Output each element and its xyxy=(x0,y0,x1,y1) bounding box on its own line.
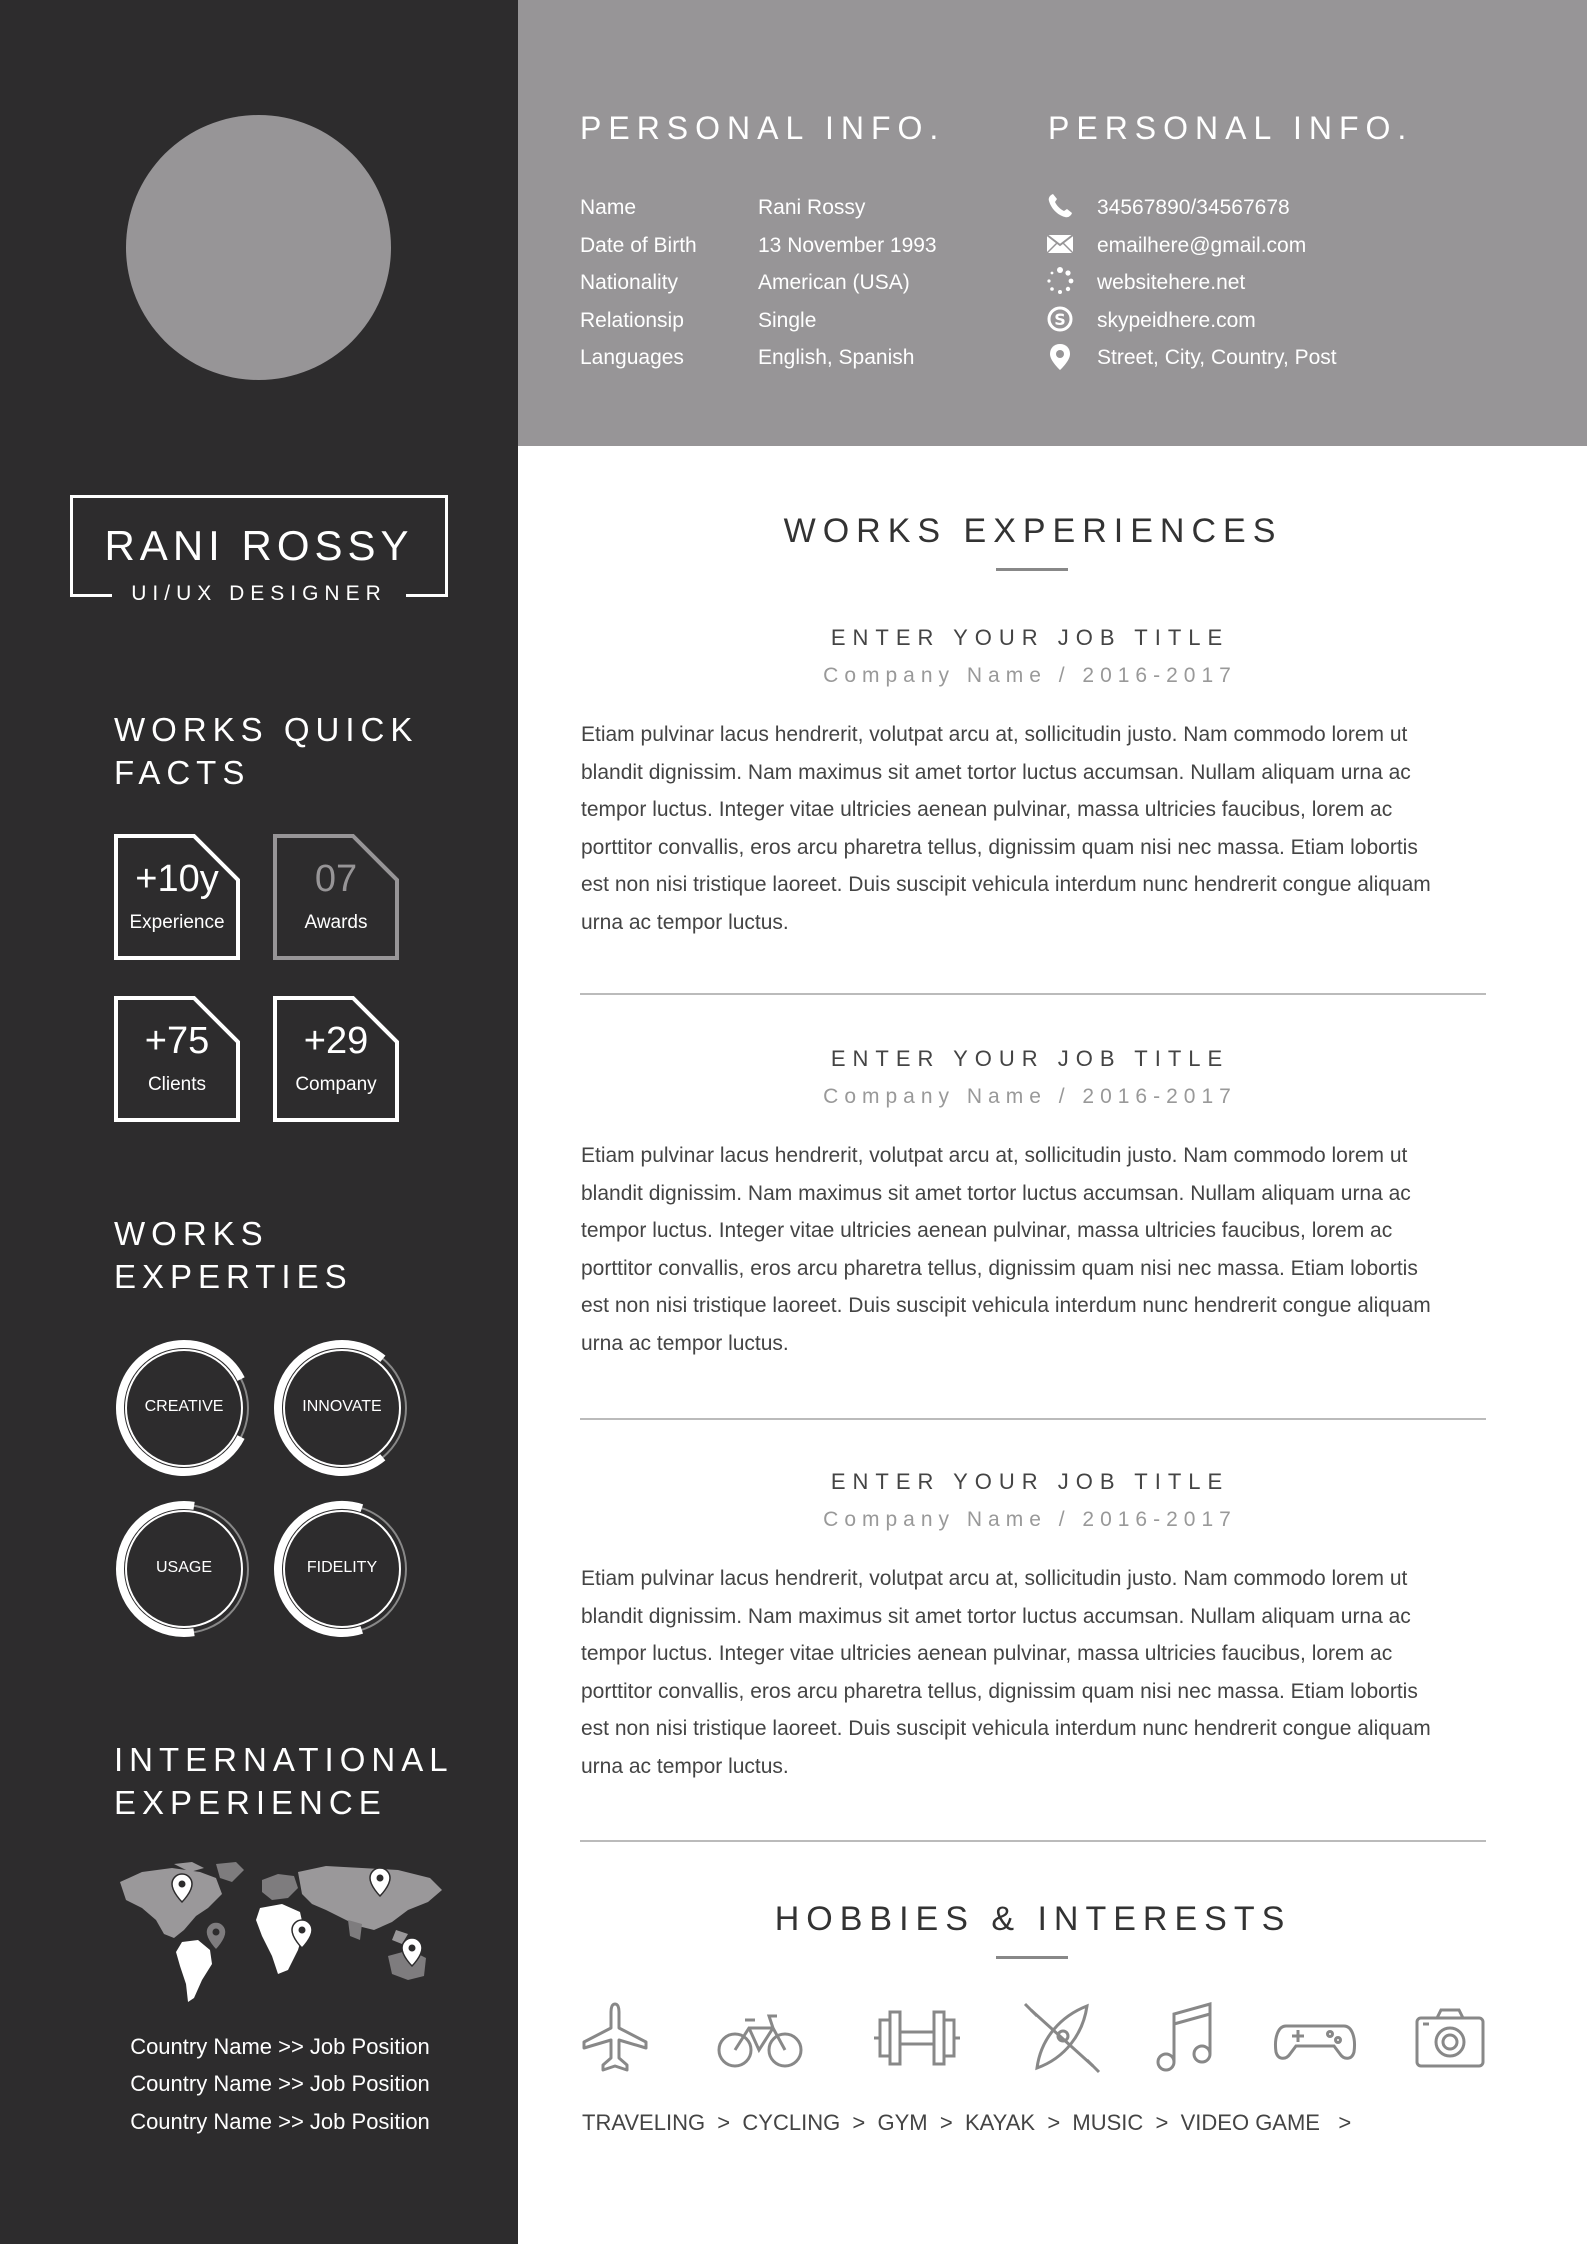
website-icon xyxy=(1046,267,1074,295)
hobby-label: VIDEO GAME xyxy=(1180,2110,1320,2135)
job-company: Company Name / 2016-2017 xyxy=(823,664,1237,687)
profile-photo xyxy=(126,115,391,380)
contact-value: websitehere.net xyxy=(1097,271,1246,294)
job-company: Company Name / 2016-2017 xyxy=(823,1508,1237,1531)
hobby-separator: > xyxy=(1338,2110,1352,2135)
job-description-line: urna ac tempor luctus. xyxy=(581,910,789,934)
skill-ring-innovate xyxy=(272,1338,412,1478)
international-entry: Country Name >> Job Position xyxy=(130,2109,430,2134)
international-heading-line2: EXPERIENCE xyxy=(114,1784,387,1821)
job-description-line: Etiam pulvinar lacus hendrerit, volutpat arcu at, sollicitudin justo. Nam commodo lorem ut xyxy=(581,1144,1408,1167)
job-description-line: est non nisi tristique laoreet. Duis suscipit vehicula interdum nunc hendrerit congue aliquam xyxy=(581,1294,1431,1318)
job-title: ENTER YOUR JOB TITLE xyxy=(830,625,1230,650)
international-heading xyxy=(114,1738,454,1824)
works-title-underline xyxy=(996,568,1068,571)
info-label: Languages xyxy=(580,346,684,369)
job-description xyxy=(581,1560,1497,1786)
hobbies-title-underline xyxy=(996,1956,1068,1959)
fact-label: Experience xyxy=(129,912,225,933)
expertise-heading-line2: EXPERTIES xyxy=(114,1258,353,1295)
job-title: ENTER YOUR JOB TITLE xyxy=(830,1046,1230,1071)
job-description-line: tempor luctus. Integer vitae ultricies aenean pulvinar, massa ultricies faucibus, lorem ac xyxy=(581,1642,1393,1666)
skill-ring-label: CREATIVE xyxy=(144,1398,224,1415)
job-description-line: porttitor convallis, eros arcu pharetra tellus, dignissim quam nisi nec massa. Etiam lobortis xyxy=(581,1256,1418,1280)
quick-facts-heading xyxy=(114,708,418,794)
fact-card-awards xyxy=(273,834,399,960)
contact-value: emailhere@gmail.com xyxy=(1097,234,1307,257)
works-section-title: WORKS EXPERIENCES xyxy=(783,512,1283,550)
quick-facts-heading-line2: FACTS xyxy=(114,754,251,791)
hobby-separator: > xyxy=(717,2110,731,2135)
fact-number: 07 xyxy=(314,858,358,900)
hobby-separator: > xyxy=(1155,2110,1169,2135)
world-map-icon xyxy=(112,1860,452,2010)
job-description-line: urna ac tempor luctus. xyxy=(581,1331,789,1355)
info-value: 13 November 1993 xyxy=(758,234,937,257)
section-divider xyxy=(580,1840,1486,1842)
airplane-icon xyxy=(570,1998,660,2078)
job-description-line: est non nisi tristique laoreet. Duis suscipit vehicula interdum nunc hendrerit congue aliquam xyxy=(581,873,1431,897)
job-description-line: Etiam pulvinar lacus hendrerit, volutpat arcu at, sollicitudin justo. Nam commodo lorem ut xyxy=(581,723,1408,746)
contact-value: skypeidhere.com xyxy=(1097,309,1256,332)
info-value: American (USA) xyxy=(758,271,910,294)
job-description-line: Etiam pulvinar lacus hendrerit, volutpat arcu at, sollicitudin justo. Nam commodo lorem ut xyxy=(581,1567,1408,1590)
job-title: ENTER YOUR JOB TITLE xyxy=(830,1469,1230,1494)
job-description-line: porttitor convallis, eros arcu pharetra tellus, dignissim quam nisi nec massa. Etiam lobortis xyxy=(581,1679,1418,1703)
job-description-line: urna ac tempor luctus. xyxy=(581,1754,789,1778)
name-frame-bottom-right xyxy=(406,594,448,597)
skill-ring-usage xyxy=(114,1499,254,1639)
job-description xyxy=(581,716,1497,942)
section-divider xyxy=(580,1418,1486,1420)
job-description-line: tempor luctus. Integer vitae ultricies aenean pulvinar, massa ultricies faucibus, lorem ac xyxy=(581,1219,1393,1243)
hobby-label: MUSIC xyxy=(1072,2110,1144,2135)
hobby-separator: > xyxy=(939,2110,953,2135)
location-pin-icon xyxy=(1046,343,1074,371)
job-description-line: porttitor convallis, eros arcu pharetra tellus, dignissim quam nisi nec massa. Etiam lobortis xyxy=(581,835,1418,859)
info-value: Single xyxy=(758,309,817,332)
fact-card-clients xyxy=(114,996,240,1122)
camera-icon xyxy=(1405,1998,1495,2078)
fact-card-experience xyxy=(114,834,240,960)
personal-info-title: PERSONAL INFO. xyxy=(580,110,946,146)
section-divider xyxy=(580,993,1486,995)
info-value: Rani Rossy xyxy=(758,196,866,219)
skill-ring-creative xyxy=(114,1338,254,1478)
international-entry: Country Name >> Job Position xyxy=(130,2034,430,2059)
skype-icon xyxy=(1046,305,1074,333)
dumbbell-icon xyxy=(872,1998,962,2078)
job-description-line: tempor luctus. Integer vitae ultricies aenean pulvinar, massa ultricies faucibus, lorem ac xyxy=(581,798,1393,822)
hobby-label: GYM xyxy=(877,2110,928,2135)
job-description xyxy=(581,1137,1497,1363)
job-description-line: blandit dignissim. Nam maximus sit amet tortor luctus accumsan. Nullam aliquam urna ac xyxy=(581,1604,1411,1628)
fact-number: +75 xyxy=(144,1020,210,1062)
music-note-icon xyxy=(1140,1998,1230,2078)
fact-label: Clients xyxy=(147,1074,207,1095)
hobby-label: KAYAK xyxy=(964,2110,1036,2135)
profile-role: UI/UX DESIGNER xyxy=(131,582,387,605)
skill-ring-label: FIDELITY xyxy=(306,1559,378,1576)
info-label: Nationality xyxy=(580,271,679,294)
phone-icon xyxy=(1046,192,1074,220)
hobbies-list xyxy=(582,2110,1351,2136)
email-icon xyxy=(1046,230,1074,258)
gamepad-icon xyxy=(1270,1998,1360,2078)
contact-info-title: PERSONAL INFO. xyxy=(1048,110,1414,146)
hobby-separator: > xyxy=(1047,2110,1061,2135)
expertise-heading xyxy=(114,1212,353,1298)
fact-number: +10y xyxy=(135,858,219,900)
name-frame-bottom-left xyxy=(70,594,112,597)
quick-facts-heading-line1: WORKS QUICK xyxy=(114,711,419,748)
hobbies-section-title: HOBBIES & INTERESTS xyxy=(774,1900,1292,1938)
svg-text:S: S xyxy=(1054,310,1066,329)
job-description-line: blandit dignissim. Nam maximus sit amet tortor luctus accumsan. Nullam aliquam urna ac xyxy=(581,760,1411,784)
skill-ring-label: USAGE xyxy=(155,1559,212,1576)
info-label: Name xyxy=(580,196,637,219)
info-value: English, Spanish xyxy=(758,346,915,369)
kayak-icon xyxy=(1017,1998,1107,2078)
job-description-line: est non nisi tristique laoreet. Duis suscipit vehicula interdum nunc hendrerit congue aliquam xyxy=(581,1717,1431,1741)
job-description-line: blandit dignissim. Nam maximus sit amet tortor luctus accumsan. Nullam aliquam urna ac xyxy=(581,1181,1411,1205)
hobby-separator: > xyxy=(852,2110,866,2135)
fact-label: Company xyxy=(295,1074,377,1095)
contact-value: Street, City, Country, Post xyxy=(1097,346,1337,369)
hobby-label: CYCLING xyxy=(742,2110,841,2135)
bicycle-icon xyxy=(715,1998,805,2078)
fact-card-company xyxy=(273,996,399,1122)
contact-value: 34567890/34567678 xyxy=(1097,196,1290,219)
personal-info-header xyxy=(518,0,1587,446)
international-heading-line1: INTERNATIONAL xyxy=(114,1741,454,1778)
info-label: Relationsip xyxy=(580,309,684,332)
international-entry: Country Name >> Job Position xyxy=(130,2071,430,2096)
hobby-label: TRAVELING xyxy=(582,2110,706,2135)
profile-name: RANI ROSSY xyxy=(104,522,414,569)
expertise-heading-line1: WORKS xyxy=(114,1215,269,1252)
fact-label: Awards xyxy=(304,912,368,933)
info-label: Date of Birth xyxy=(580,234,697,257)
job-company: Company Name / 2016-2017 xyxy=(823,1085,1237,1108)
skill-ring-label: INNOVATE xyxy=(302,1398,382,1415)
skill-ring-fidelity xyxy=(272,1499,412,1639)
fact-number: +29 xyxy=(303,1020,369,1062)
